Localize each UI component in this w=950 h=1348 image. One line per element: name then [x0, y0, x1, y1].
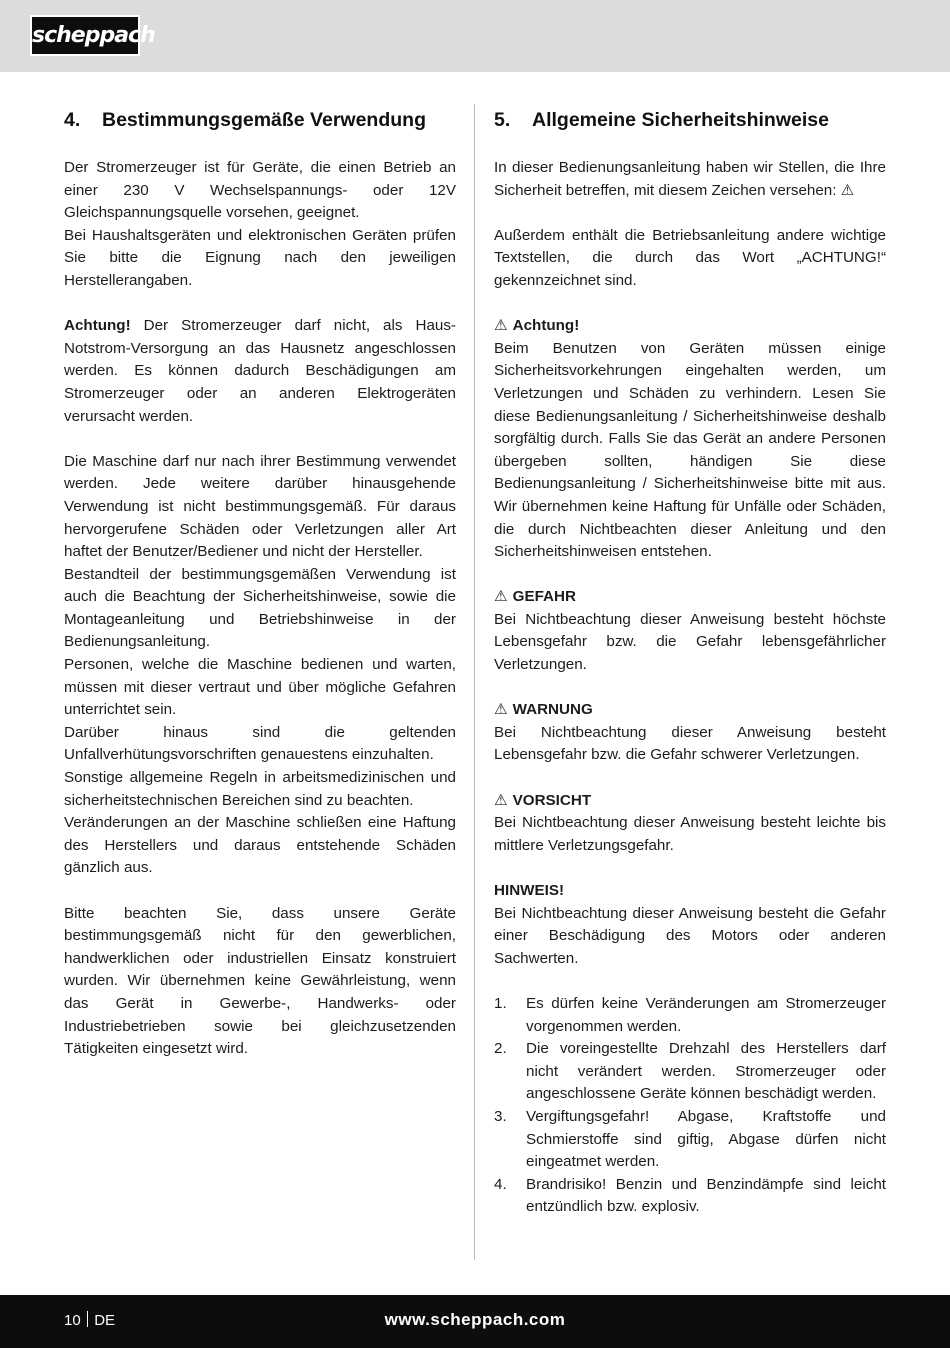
column-divider [474, 104, 475, 1260]
warning-triangle-icon: ⚠ [494, 588, 508, 606]
paragraph: Personen, welche die Maschine bedienen und warten, müssen mit dieser vertraut und über mögliche Gefahren unterrichtet sein. [64, 656, 456, 719]
achtung-label: Achtung! [512, 317, 580, 335]
list-number: 1. [494, 994, 507, 1012]
list-item [494, 1106, 886, 1174]
section-4-heading [64, 108, 456, 132]
paragraph: Der Stromerzeuger ist für Geräte, die einen Betrieb an einer 230 V Wechselspannungs- oder 12V Gleichspannungsquelle vorsehen, geeignet. [64, 159, 456, 222]
list-item [494, 1174, 886, 1219]
list-text: Die voreingestellte Drehzahl des Herstellers darf nicht verändert werden. Stromerzeuger oder angeschlossene Geräte können beschädigt werden. [526, 1040, 886, 1103]
paragraph: Bei Haushaltsgeräten und elektronischen Geräten prüfen Sie bitte die Eignung nach den jeweiligen Herstellerangaben. [64, 226, 456, 289]
page-number: 10 [64, 1312, 81, 1329]
achtung-text: Der Stromerzeuger darf nicht, als Haus-Notstrom-Versorgung an das Hausnetz angeschlossen werden. Es können dadurch Beschädigungen am Stromerzeuger oder an anderen Elektrogeräten verursacht werden. [64, 317, 456, 425]
paragraph: Bei Nichtbeachtung dieser Anweisung besteht leichte bis mittlere Verletzungsgefahr. [494, 814, 886, 854]
warnung-heading [494, 699, 886, 722]
list-number: 4. [494, 1175, 507, 1193]
warning-triangle-icon: ⚠ [494, 791, 508, 809]
vorsicht-label: VORSICHT [512, 791, 592, 809]
paragraph: Bitte beachten Sie, dass unsere Geräte bestimmungsgemäß nicht für den gewerblichen, handwerklichen oder industriellen Einsatz konstruiert wurden. Wir übernehmen keine Gewährleistung, wenn das Gerät in Gewerbe-, Handwerks- oder Industriebetrieben sowie bei gleichzusetzenden Tätigkeiten eingesetzt wird. [64, 904, 456, 1058]
safety-list [494, 993, 886, 1219]
paragraph: Bei Nichtbeachtung dieser Anweisung besteht die Gefahr einer Beschädigung des Motors oder anderen Sachwerten. [494, 904, 886, 967]
list-number: 3. [494, 1107, 507, 1125]
achtung-heading [494, 315, 886, 338]
page-footer [0, 1295, 950, 1348]
list-text: Vergiftungsgefahr! Abgase, Kraftstoffe und Schmierstoffe sind giftig, Abgase dürfen nicht eingeatmet werden. [526, 1107, 886, 1171]
paragraph: Darüber hinaus sind die geltenden Unfallverhütungsvorschriften genauestens einzuhalten. [64, 723, 456, 764]
hinweis-heading: HINWEIS! [494, 882, 565, 899]
list-item [494, 1038, 886, 1106]
list-text: Brandrisiko! Benzin und Benzindämpfe sind leicht entzündlich bzw. explosiv. [526, 1175, 886, 1216]
paragraph: Beim Benutzen von Geräten müssen einige Sicherheitsvorkehrungen eingehalten werden, um Verletzungen und Schäden zu verhindern. Lesen Sie diese Bedienungsanleitung / Sicherheitshinweise deshalb sorgfältig durch. Falls Sie das Gerät an andere Personen übergeben sollten, händigen Sie diese Bedienungsanleitung / Sicherheitshinweise bitte mit aus. Wir übernehmen keine Haftung für Unfälle oder Schäden, die durch Nichtbeachten dieser Anleitung und den Sicherheitshinweisen entstehen. [494, 339, 886, 561]
achtung-paragraph [64, 315, 456, 428]
section-title: Bestimmungsgemäße Verwendung [102, 109, 426, 131]
section-number: 4. [64, 109, 81, 131]
gefahr-heading [494, 586, 886, 609]
website-link[interactable]: www.scheppach.com [384, 1310, 566, 1329]
achtung-label: Achtung! [64, 317, 131, 335]
warning-triangle-icon: ⚠ [494, 701, 508, 719]
paragraph: Bei Nichtbeachtung dieser Anweisung besteht Lebensgefahr bzw. die Gefahr schwerer Verletzungen. [494, 723, 886, 764]
language-code: DE [94, 1312, 116, 1329]
paragraph: Veränderungen an der Maschine schließen eine Haftung des Herstellers und daraus entstehende Schäden gänzlich aus. [64, 814, 456, 877]
right-column [494, 108, 886, 1219]
section-title: Allgemeine Sicherheitshinweise [532, 109, 829, 131]
paragraph: In dieser Bedienungsanleitung haben wir Stellen, die Ihre Sicherheit betreffen, mit diesem Zeichen versehen: ⚠ [494, 159, 886, 199]
section-5-heading [494, 108, 886, 132]
list-number: 2. [494, 1040, 507, 1058]
warning-triangle-icon: ⚠ [494, 317, 508, 335]
vorsicht-heading [494, 790, 886, 813]
warnung-label: WARNUNG [512, 701, 593, 719]
paragraph: Außerdem enthält die Betriebsanleitung andere wichtige Textstellen, die durch das Wort „ACHTUNG!“ gekennzeichnet sind. [494, 226, 886, 289]
paragraph: Bestandteil der bestimmungsgemäßen Verwendung ist auch die Beachtung der Sicherheitshinweise, sowie die Montageanleitung und Betriebshinweise in der Bedienungsanleitung. [64, 565, 456, 651]
list-item [494, 993, 886, 1038]
section-number: 5. [494, 109, 511, 131]
paragraph: Sonstige allgemeine Regeln in arbeitsmedizinischen und sicherheitstechnischen Bereichen sind zu beachten. [64, 769, 456, 809]
gefahr-label: GEFAHR [512, 588, 576, 606]
left-column [64, 108, 456, 1061]
page-header [0, 0, 950, 72]
scheppach-logo: scheppach [30, 15, 140, 56]
paragraph: Bei Nichtbeachtung dieser Anweisung besteht höchste Lebensgefahr bzw. die Gefahr lebensgefährlicher Verletzungen. [494, 610, 886, 674]
paragraph: Die Maschine darf nur nach ihrer Bestimmung verwendet werden. Jede weitere darüber hinausgehende Verwendung ist nicht bestimmungsgemäß. Für daraus hervorgerufene Schäden oder Verletzungen aller Art haftet der Benutzer/Bediener und nicht der Hersteller. [64, 452, 456, 561]
list-text: Es dürfen keine Veränderungen am Stromerzeuger vorgenommen werden. [526, 994, 886, 1035]
